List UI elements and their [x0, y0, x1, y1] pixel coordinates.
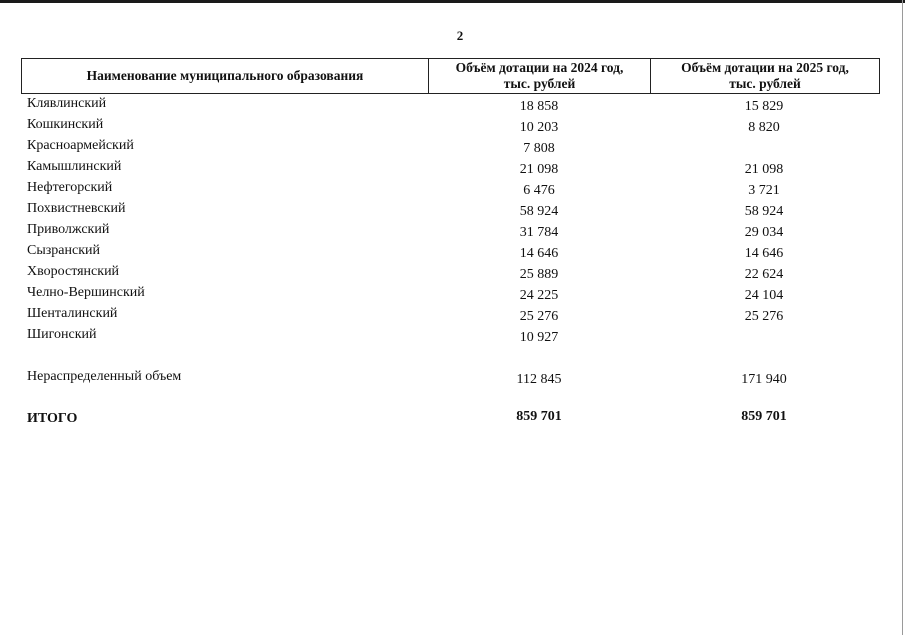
unallocated-row: [0, 369, 905, 389]
total-value-2024: 859 701: [516, 409, 562, 424]
municipality-name: Шенталинский: [27, 306, 118, 321]
municipality-name: Похвистневский: [27, 201, 126, 216]
unallocated-value-2024: 112 845: [516, 372, 562, 387]
header-year-2024-line1: Объём дотации на 2024 год,: [455, 60, 624, 75]
table-row: [0, 264, 905, 284]
top-border-line: [0, 0, 905, 3]
total-value-2025: 859 701: [741, 409, 787, 424]
table-row: [0, 243, 905, 263]
value-2024: 25 276: [519, 309, 559, 324]
value-2024: 14 646: [519, 246, 559, 261]
value-2024: 10 203: [519, 120, 559, 135]
value-2025: 14 646: [744, 246, 784, 261]
municipality-name: Красноармейский: [27, 138, 134, 153]
table-row: [0, 117, 905, 137]
unallocated-label: Нераспределенный объем: [27, 369, 182, 384]
value-2025: 58 924: [744, 204, 784, 219]
value-2024: 31 784: [519, 225, 559, 240]
table-row: [0, 222, 905, 242]
value-2024: 24 225: [519, 288, 559, 303]
value-2025: 3 721: [748, 183, 780, 198]
value-2025: 29 034: [744, 225, 784, 240]
header-year-2024-line2: тыс. рублей: [503, 76, 576, 91]
value-2024: 7 808: [523, 141, 555, 156]
municipality-name: Нефтегорский: [27, 180, 113, 195]
page-number: 2: [456, 28, 464, 43]
table-row: [0, 180, 905, 200]
value-2024: 18 858: [519, 99, 559, 114]
value-2024: 58 924: [519, 204, 559, 219]
value-2025: 21 098: [744, 162, 784, 177]
value-2024: 21 098: [519, 162, 559, 177]
municipality-name: Кошкинский: [27, 117, 104, 132]
value-2024: 25 889: [519, 267, 559, 282]
municipality-name: Хворостянский: [27, 264, 120, 279]
table-row: [0, 201, 905, 221]
municipality-name: Сызранский: [27, 243, 100, 258]
header-year-2024: [429, 59, 651, 93]
municipality-name: Камышлинский: [27, 159, 122, 174]
value-2025: 8 820: [748, 120, 780, 135]
value-2025: 22 624: [744, 267, 784, 282]
total-row: [0, 409, 905, 429]
header-year-2025-line2: тыс. рублей: [729, 76, 801, 91]
municipality-name: Клявлинский: [27, 96, 107, 111]
table-row: [0, 306, 905, 326]
value-2025: 24 104: [744, 288, 784, 303]
value-2024: 6 476: [523, 183, 555, 198]
header-municipality-name: [22, 59, 429, 93]
value-2025: 15 829: [744, 99, 784, 114]
unallocated-value-2025: 171 940: [741, 372, 787, 387]
table-row: [0, 159, 905, 179]
table-header: [21, 58, 880, 94]
municipality-name: Челно-Вершинский: [27, 285, 145, 300]
table-row: [0, 138, 905, 158]
municipality-name: Шигонский: [27, 327, 97, 342]
value-2024: 10 927: [519, 330, 559, 345]
table-row: [0, 285, 905, 305]
table-row: [0, 327, 905, 347]
header-year-2025-line1: Объём дотации на 2025 год,: [681, 60, 849, 75]
table-row: [0, 96, 905, 116]
total-label: ИТОГО: [27, 411, 78, 426]
header-year-2025: [651, 59, 879, 93]
header-municipality-label: Наименование муниципального образования: [86, 68, 364, 83]
value-2025: 25 276: [744, 309, 784, 324]
municipality-name: Приволжский: [27, 222, 110, 237]
